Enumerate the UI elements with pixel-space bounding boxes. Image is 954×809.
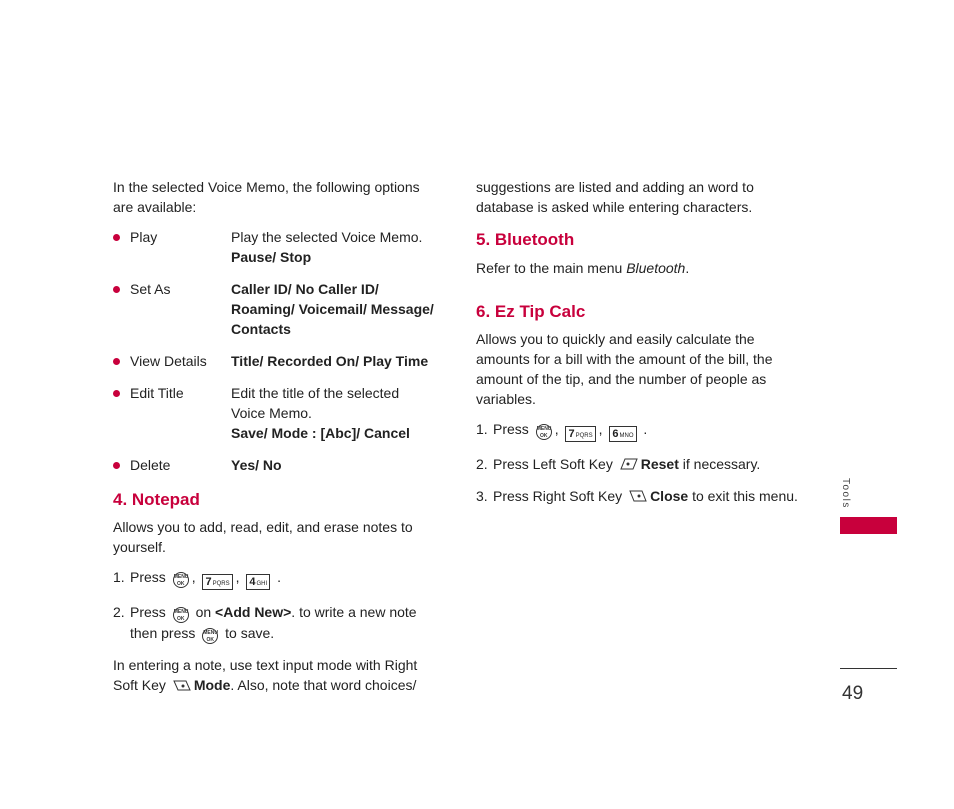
notepad-intro: Allows you to add, read, edit, and erase notes to yourself. <box>113 519 413 555</box>
close-label: Close <box>650 488 689 504</box>
left-column <box>113 177 433 695</box>
options-list <box>113 227 433 475</box>
separator: , <box>554 421 559 437</box>
option-name: Set As <box>130 281 171 297</box>
notepad-heading: 4. Notepad <box>113 490 200 509</box>
step-text: Press <box>130 604 166 620</box>
step-number: 2. <box>113 604 125 620</box>
voice-memo-intro: In the selected Voice Memo, the following options are available: <box>113 179 420 215</box>
option-desc-block <box>231 227 433 267</box>
tip-calc-intro: Allows you to quickly and easily calculate the amounts for a bill with the amount of the bill, the amount of the tip, and the number of people as variables. <box>476 331 773 407</box>
bluetooth-heading: 5. Bluetooth <box>476 230 575 249</box>
option-desc-block <box>231 455 433 475</box>
step-number: 1. <box>113 569 125 585</box>
key-4-icon: 4GHI <box>246 574 270 590</box>
tip-calc-step-1 <box>476 419 806 442</box>
step-text: Press Right Soft Key <box>493 488 623 504</box>
step-text: Press <box>130 569 166 585</box>
notepad-input-note: In entering a note, use text input mode with Right Soft Key Mode. Also, note that word choices/ <box>113 657 418 693</box>
step-text-end: if necessary. <box>682 456 761 472</box>
option-desc: Edit the title of the selected Voice Memo. <box>231 385 400 421</box>
key-7-icon: 7PQRS <box>565 426 595 442</box>
bullet-icon <box>113 390 120 397</box>
step-text-end: to exit this menu. <box>692 488 798 504</box>
option-set-as <box>113 279 433 339</box>
step-period: . <box>643 421 648 437</box>
option-desc-block <box>231 279 433 339</box>
mode-label: Mode <box>193 677 231 693</box>
bullet-icon <box>113 234 120 241</box>
option-submenu: Title/ Recorded On/ Play Time <box>231 353 429 369</box>
step-number: 2. <box>476 456 488 472</box>
option-submenu: Caller ID/ No Caller ID/ Roaming/ Voicemail/ Message/ Contacts <box>231 281 434 337</box>
option-name: Delete <box>130 457 171 473</box>
page-number: 49 <box>842 683 864 704</box>
add-new-command: <Add New> <box>215 604 292 620</box>
menu-ok-key-icon: MENU OK <box>173 574 189 587</box>
option-submenu: Save/ Mode : [Abc]/ Cancel <box>231 425 410 441</box>
bullet-icon <box>113 286 120 293</box>
tip-calc-step-2 <box>476 454 806 474</box>
bullet-icon <box>113 462 120 469</box>
reset-label: Reset <box>640 456 679 472</box>
right-column <box>476 177 806 506</box>
page-number-rule <box>840 668 897 669</box>
option-edit-title <box>113 383 433 443</box>
step-period: . <box>277 569 281 585</box>
step-text: Press <box>493 421 529 437</box>
bullet-icon <box>113 358 120 365</box>
option-name: Play <box>130 229 158 245</box>
bluetooth-menu-name: Bluetooth <box>626 260 686 276</box>
notepad-step-2 <box>113 602 433 644</box>
tip-calc-heading: 6. Ez Tip Calc <box>476 302 586 321</box>
option-delete <box>113 455 433 475</box>
menu-ok-key-icon: MENU OK <box>536 426 552 439</box>
step-text-end: to save. <box>225 625 275 641</box>
right-soft-key-icon <box>629 489 647 503</box>
option-play <box>113 227 433 267</box>
option-submenu: Pause/ Stop <box>231 249 312 265</box>
step-number: 1. <box>476 421 488 437</box>
option-desc-block <box>231 383 433 443</box>
option-view-details <box>113 351 433 371</box>
option-name: Edit Title <box>130 385 184 401</box>
step-text-cont: . to write a new note then press <box>130 604 417 641</box>
menu-ok-key-icon: MENU OK <box>203 630 218 643</box>
key-7-icon: 7PQRS <box>202 574 232 590</box>
separator: , <box>191 569 196 585</box>
continued-text: suggestions are listed and adding an word to database is asked while entering characters. <box>476 179 754 215</box>
option-desc-block <box>231 351 433 371</box>
notepad-step-1 <box>113 567 433 590</box>
section-tab-label: Tools <box>840 478 851 509</box>
step-number: 3. <box>476 488 488 504</box>
option-name: View Details <box>130 353 207 369</box>
option-desc: Play the selected Voice Memo. <box>231 229 423 245</box>
left-soft-key-icon <box>620 457 638 471</box>
option-submenu: Yes/ No <box>231 457 282 473</box>
section-tab-bar <box>840 517 897 534</box>
tip-calc-step-3 <box>476 486 806 506</box>
bluetooth-text: Refer to the main menu Bluetooth. <box>476 260 690 276</box>
separator: , <box>235 569 240 585</box>
separator: , <box>598 421 603 437</box>
key-6-icon: 6MNO <box>609 426 636 442</box>
right-soft-key-icon <box>173 678 191 692</box>
menu-ok-key-icon: MENU OK <box>173 609 189 622</box>
step-text: Press Left Soft Key <box>493 456 613 472</box>
step-text-on: on <box>195 604 212 620</box>
